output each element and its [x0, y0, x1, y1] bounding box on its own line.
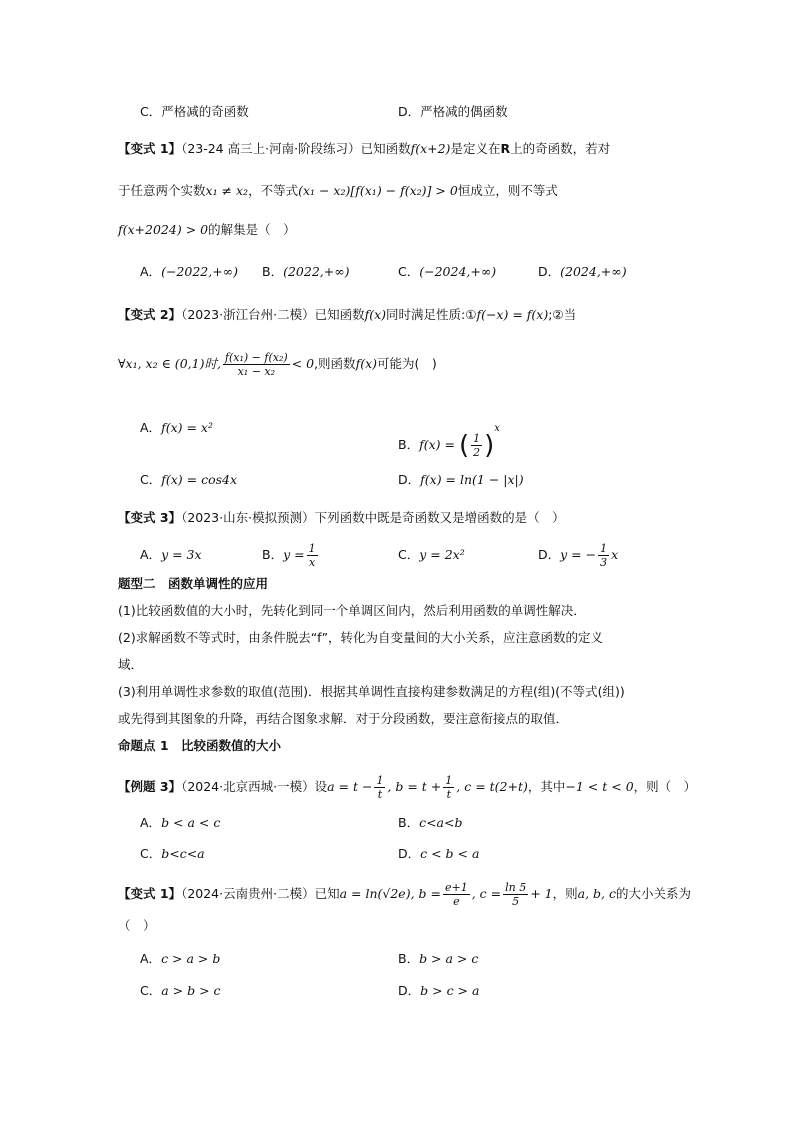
math: R [500, 141, 511, 156]
option-c [398, 545, 465, 565]
variant-tag: 【变式 3】 [118, 510, 182, 525]
text: 可能为( ) [377, 356, 437, 371]
label: D． [398, 846, 421, 861]
math: b<c<a [161, 846, 205, 861]
math: a = t − [327, 779, 373, 794]
example-tag: 【例题 3】 [118, 779, 182, 794]
paragraph-1: (1)比较函数值的大小时，先转化到同一个单调区间内，然后利用函数的单调性解决． [118, 603, 586, 618]
math: f(−x) = f(x) [476, 307, 549, 322]
label: B． [398, 815, 420, 830]
text: ,则函数 [314, 356, 356, 371]
variant-tag: 【变式 1】 [118, 141, 182, 156]
text: 于任意两个实数 [118, 183, 206, 198]
variant2-stem-line1 [118, 305, 576, 325]
label: B． [398, 951, 420, 966]
numerator: e+1 [444, 881, 468, 894]
paragraph-2: (2)求解函数不等式时，由条件脱去“f”，转化为自变量间的大小关系，应注意函数的定义 [118, 630, 604, 645]
math: < 0 [291, 356, 315, 371]
denominator: x [308, 556, 316, 569]
math: f(x) = x² [161, 420, 213, 435]
label: C． [140, 472, 162, 487]
math: b > c > a [420, 983, 480, 998]
option-d [398, 981, 479, 1001]
numerator: 1 [473, 432, 481, 445]
text: 恒成立，则不等式 [457, 183, 558, 198]
option-c [140, 844, 205, 864]
text: ，则（ ） [633, 779, 697, 794]
math: (x₁ − x₂)[f(x₁) − f(x₂)] > 0 [298, 183, 458, 198]
math: (2024,+∞) [560, 264, 627, 279]
math: x₁ ≠ x₂ [205, 183, 249, 198]
numerator: 1 [445, 774, 453, 787]
label: A． [140, 264, 162, 279]
text: 设 [314, 779, 328, 794]
math: f(x+2) [410, 141, 451, 156]
text: 下列函数中既是奇函数又是增函数的是（ ） [314, 510, 565, 525]
math: c<a<b [419, 815, 463, 830]
text: 的解集是（ ） [208, 222, 296, 237]
math: , b = t + [387, 779, 442, 794]
option-a [140, 949, 220, 969]
option-b [262, 262, 350, 282]
paren: ( [458, 430, 470, 461]
math: f(x+2024) > 0 [118, 222, 209, 237]
math: y = 2x² [419, 547, 465, 562]
math: a > b > c [161, 983, 221, 998]
math: a = ln(√2e), b = [339, 886, 441, 901]
option-a [140, 262, 238, 282]
denominator: t [446, 788, 451, 801]
math: (2022,+∞) [283, 264, 350, 279]
label: D． [398, 472, 421, 487]
option-b [262, 540, 320, 570]
variant3-stem [118, 508, 565, 528]
numerator: ln 5 [505, 881, 527, 894]
text: 的大小关系为 [616, 886, 692, 901]
math: f(x) [355, 356, 377, 371]
label: A． [140, 547, 162, 562]
option-d [398, 844, 479, 864]
label: C． [140, 846, 162, 861]
label: A． [140, 815, 162, 830]
source: （23-24 高三上·河南·阶段练习） [181, 141, 361, 156]
option-a [140, 545, 202, 565]
math: f(x) = ln(1 − |x|) [420, 472, 524, 487]
math: + 1 [530, 886, 553, 901]
text: ，其中 [527, 779, 566, 794]
math: y = − [560, 547, 597, 562]
label: D． [398, 983, 421, 998]
math: , c = [471, 886, 502, 901]
fraction [443, 881, 470, 908]
math: y = 3x [161, 547, 202, 562]
math: f(x) = cos4x [161, 472, 238, 487]
math: (−2024,+∞) [419, 264, 497, 279]
fraction [443, 774, 454, 801]
paragraph-2-cont: 域． [118, 657, 144, 672]
math: f(x) = [419, 437, 455, 452]
label: A． [140, 420, 162, 435]
section-title: 题型二 函数单调性的应用 [118, 576, 269, 591]
option-d [538, 262, 627, 282]
variant4-stem-line1 [118, 879, 691, 909]
fraction [223, 351, 290, 378]
numerator: 1 [376, 774, 384, 787]
exponent: x [494, 423, 500, 434]
denominator: 3 [600, 556, 608, 569]
example3-stem [118, 772, 696, 802]
fraction [307, 542, 318, 569]
denominator: x₁ − x₂ [237, 365, 276, 378]
option-d: D．严格减的偶函数 [398, 104, 508, 119]
text: 已知函数 [360, 141, 411, 156]
option-c [398, 262, 496, 282]
fraction [503, 881, 528, 908]
option-c [140, 981, 221, 1001]
option-d [398, 470, 524, 490]
paragraph-3-cont: 或先得到其图象的升降，再结合图象求解．对于分段函数，要注意衔接点的取值． [118, 711, 569, 726]
label: C． [398, 547, 420, 562]
label: C． [398, 264, 420, 279]
option-a [140, 813, 220, 833]
paren: ) [484, 430, 495, 461]
option-b [398, 414, 500, 461]
math: f(x) [364, 307, 387, 322]
paragraph-3: (3)利用单调性求参数的取值(范围)．根据其单调性直接构建参数满足的方程(组)(不等式(组)) [118, 684, 625, 699]
text: 是定义在 [450, 141, 501, 156]
numerator: f(x₁) − f(x₂) [224, 351, 288, 364]
option-b [398, 949, 478, 969]
math: a, b, c [577, 886, 617, 901]
subsection-title: 命题点 1 比较函数值的大小 [118, 738, 282, 753]
variant2-stem-line2 [118, 348, 437, 380]
option-c [140, 470, 237, 490]
fraction [374, 774, 385, 801]
option-d [538, 540, 618, 570]
text: ，不等式 [248, 183, 299, 198]
math: c < b < a [420, 846, 480, 861]
variant4-stem-line2: （ ） [118, 918, 156, 933]
text: 已知 [314, 886, 340, 901]
variant1-stem-line1 [118, 139, 610, 159]
option-b [398, 813, 462, 833]
source: （2024·云南贵州·二模） [181, 886, 315, 901]
fraction [471, 432, 482, 459]
math: b < a < c [161, 815, 221, 830]
text: 上的奇函数，若对 [510, 141, 611, 156]
fraction [598, 542, 609, 569]
variant-tag: 【变式 2】 [118, 307, 182, 322]
math: , c = t(2+t) [456, 779, 528, 794]
variant-tag: 【变式 1】 [118, 886, 182, 901]
math: x [611, 547, 619, 562]
label: A． [140, 951, 162, 966]
label: D． [538, 547, 561, 562]
denominator: t [377, 788, 383, 801]
variant1-stem-line2 [118, 181, 558, 201]
label: B． [262, 547, 284, 562]
label: B． [398, 437, 420, 452]
denominator: 2 [473, 446, 481, 459]
denominator: 5 [512, 895, 520, 908]
source: （2023·浙江台州·二模） [181, 307, 315, 322]
source: （2023·山东·模拟预测） [181, 510, 315, 525]
numerator: 1 [600, 542, 608, 555]
math: c > a > b [161, 951, 221, 966]
label: D． [538, 264, 561, 279]
label: B． [262, 264, 284, 279]
math: b > a > c [419, 951, 479, 966]
option-a [140, 418, 213, 438]
math: ∀x₁, x₂ ∈ (0,1)时, [118, 356, 221, 371]
math: −1 < t < 0 [565, 779, 634, 794]
text: 同时满足性质:① [386, 307, 477, 322]
math: (−2022,+∞) [161, 264, 238, 279]
option-c: C．严格减的奇函数 [140, 104, 249, 119]
numerator: 1 [308, 542, 316, 555]
text: 已知函数 [314, 307, 365, 322]
math: y = [283, 547, 305, 562]
denominator: e [453, 895, 460, 908]
text: ，则 [552, 886, 578, 901]
label: C． [140, 983, 162, 998]
source: （2024·北京西城·一模） [181, 779, 315, 794]
text: ;②当 [548, 307, 577, 322]
variant1-stem-line3 [118, 220, 296, 240]
